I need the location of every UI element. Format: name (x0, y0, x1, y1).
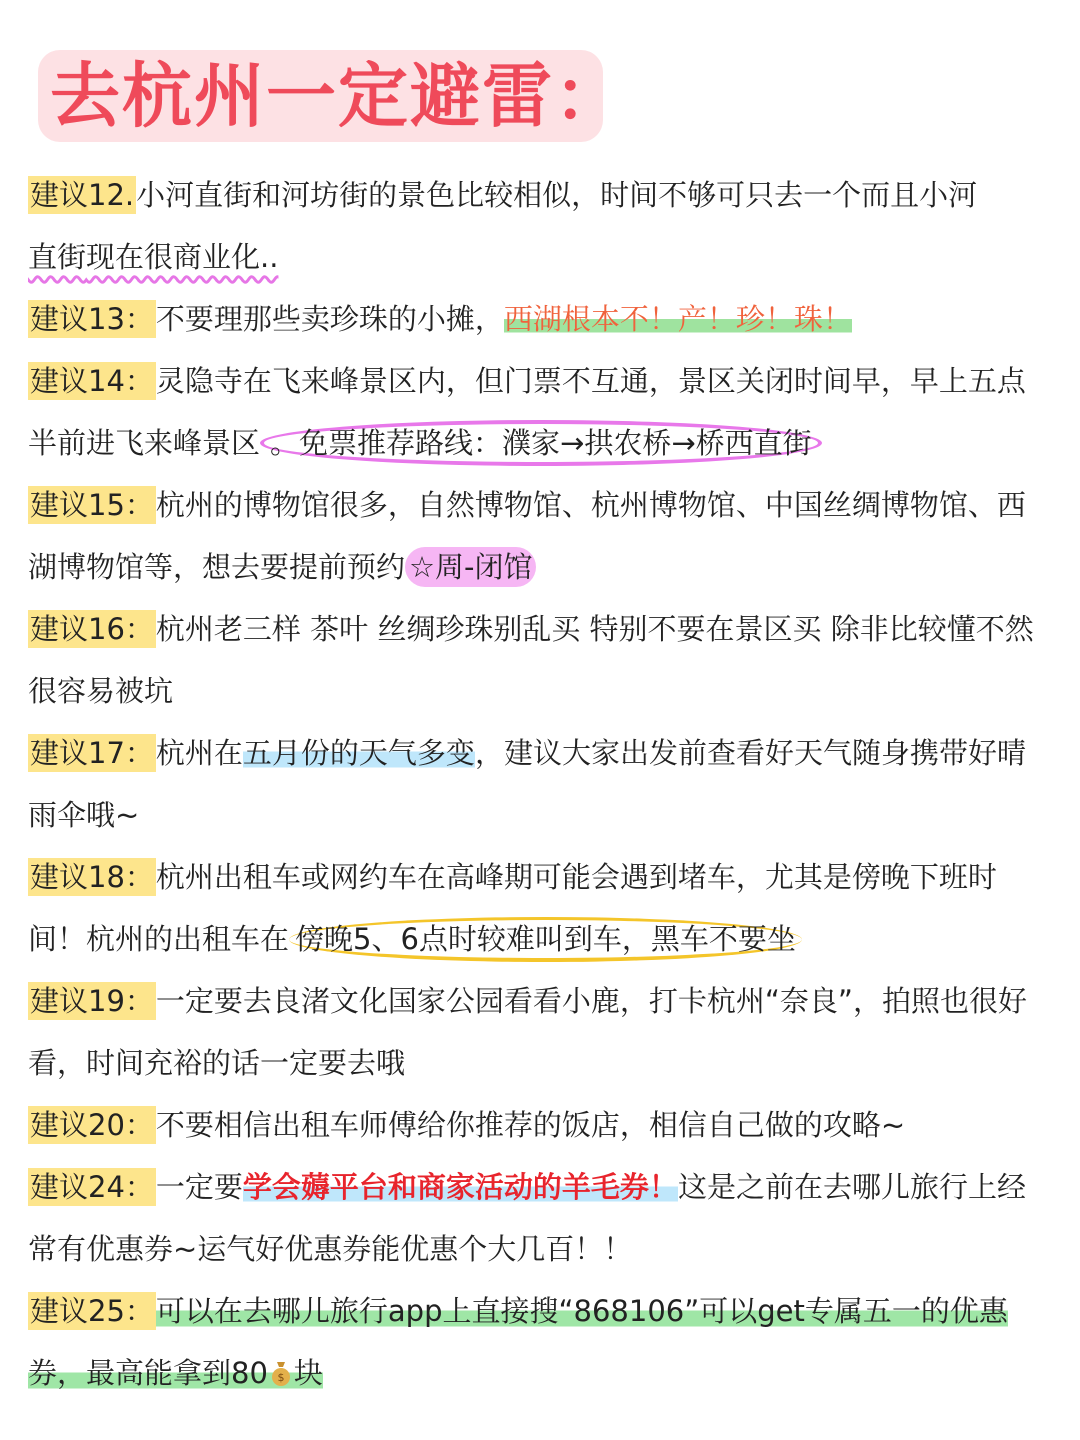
tip-highlight: 西湖根本不！产！珍！珠！ (503, 302, 852, 336)
tip-text-underlined: 直街现在很商业化.. (28, 240, 279, 274)
tip-label: 建议14： (30, 364, 154, 398)
tip-15 (28, 474, 1052, 598)
tip-highlight: 学会薅平台和商家活动的羊毛券！ (242, 1170, 678, 1204)
tip-text: 小河直街和河坊街的景色比较相似，时间不够可只去一个而且小河 (136, 178, 978, 212)
tip-text: 杭州的博物馆很多，自然博物馆、杭州博物馆、中国丝绸博物馆、西湖博物馆等，想去要提前预约 (28, 488, 1026, 584)
tip-highlight: 五月份的天气多变 (242, 736, 475, 770)
tip-label: 建议16： (30, 612, 154, 646)
tip-13 (28, 288, 1052, 350)
tip-circled-warning: 傍晚5、6点时较难叫到车，黑车不要坐 (289, 917, 802, 962)
tip-text: 杭州出租车或网约车在高峰期可能会遇到堵车，尤其是傍晚下班时间！杭州的出租车在 (28, 860, 997, 956)
page-title: 去杭州一定避雷： (50, 55, 626, 137)
tip-label: 建议17： (30, 736, 154, 770)
tip-text: 一定要 (155, 1170, 243, 1204)
tip-text: 不要理那些卖珍珠的小摊， (155, 302, 504, 336)
tip-text: ，建议大家出发前查看好天气随身携带好晴雨伞哦~ (28, 736, 1026, 832)
tip-19 (28, 970, 1052, 1094)
tip-24 (28, 1156, 1052, 1280)
tip-highlight: ☆周-闭馆 (405, 547, 536, 587)
tip-text: 杭州在 (155, 736, 243, 770)
tip-text: 不要相信出租车师傅给你推荐的饭店，相信自己做的攻略~ (155, 1108, 906, 1142)
svg-text:$: $ (277, 1371, 285, 1384)
tip-label: 建议19： (30, 984, 154, 1018)
tips-list (28, 164, 1052, 1404)
tip-circled-route: 。免票推荐路线：濮家→拱农桥→桥西直街 (260, 420, 822, 466)
tip-label: 建议18： (30, 860, 154, 894)
tip-14 (28, 350, 1052, 474)
tip-16 (28, 598, 1052, 722)
tip-highlight: 可以在去哪儿旅行app上直接搜“868106”可以get专属五一的优惠券，最高能拿到80 $ 块 (28, 1294, 1008, 1390)
tip-text: 杭州老三样 茶叶 丝绸珍珠别乱买 特别不要在景区买 除非比较懂不然很容易被坑 (28, 612, 1034, 708)
tip-label: 建议12. (30, 178, 135, 212)
tip-25 (28, 1280, 1052, 1404)
tip-text: 这是之前在去哪儿旅行上经常有优惠券~运气好优惠券能优惠个大几百！！ (28, 1170, 1026, 1266)
tip-label: 建议24： (30, 1170, 154, 1204)
money-bag-icon (270, 1359, 292, 1387)
tip-label: 建议25： (30, 1294, 154, 1328)
tip-20 (28, 1094, 1052, 1156)
tip-18 (28, 846, 1052, 970)
tip-label: 建议13： (30, 302, 154, 336)
tip-text: 灵隐寺在飞来峰景区内，但门票不互通，景区关闭时间早，早上五点半前进飞来峰景区 (28, 364, 1026, 460)
tip-text: 一定要去良渚文化国家公园看看小鹿，打卡杭州“奈良”，拍照也很好看，时间充裕的话一定要去哦 (28, 984, 1027, 1080)
tip-17 (28, 722, 1052, 846)
tip-12 (28, 164, 1052, 288)
tip-label: 建议15： (30, 488, 154, 522)
tip-label: 建议20： (30, 1108, 154, 1142)
